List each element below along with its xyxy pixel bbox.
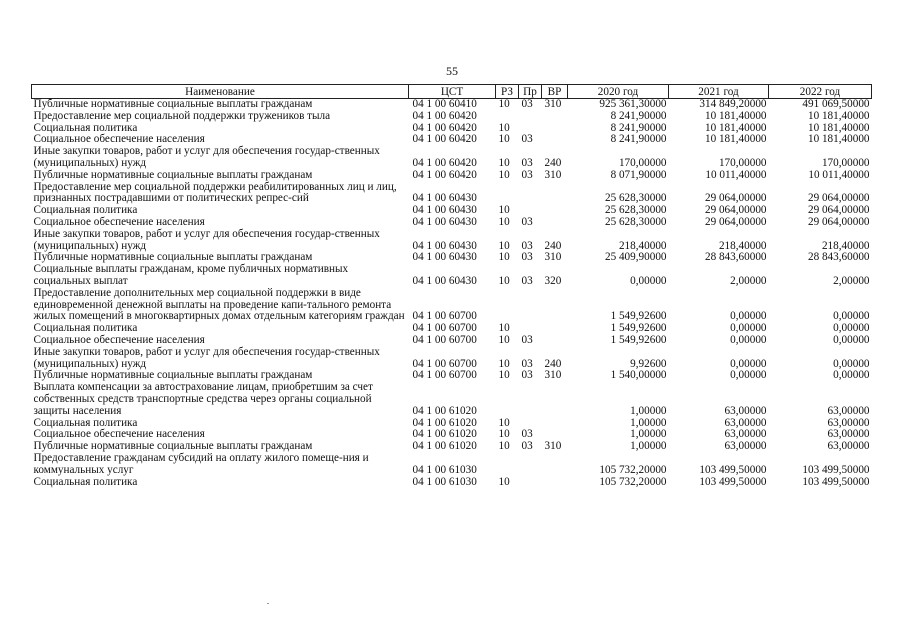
row-2022: 0,00000 — [833, 310, 870, 323]
table-row — [32, 288, 872, 323]
row-pr: 03 — [521, 239, 533, 252]
row-cst: 04 1 00 60430 — [412, 239, 477, 252]
row-cst: 04 1 00 60430 — [412, 192, 477, 205]
row-2021: 29 064,00000 — [704, 204, 767, 217]
row-2022: 29 064,00000 — [807, 192, 870, 205]
row-vr — [542, 323, 568, 335]
row-vr — [542, 288, 568, 323]
row-2022: 10 181,40000 — [807, 133, 870, 146]
row-2021: 218,40000 — [718, 239, 767, 252]
row-pr — [519, 477, 542, 489]
row-2021: 10 181,40000 — [704, 109, 767, 122]
row-2020: 8 241,90000 — [610, 121, 667, 134]
row-name: Публичные нормативные социальные выплаты гражданам — [33, 440, 313, 453]
row-cst: 04 1 00 60430 — [412, 215, 477, 228]
header-cst: ЦСТ — [409, 85, 496, 99]
table-row — [32, 347, 872, 371]
table-row — [32, 229, 872, 253]
row-2021: 0,00000 — [730, 310, 767, 323]
row-rz: 10 — [498, 357, 510, 370]
row-rz: 10 — [498, 416, 510, 429]
row-vr: 240 — [544, 156, 562, 169]
row-name: Предоставление дополнительных мер социальной поддержки в виде единовременной денежной выплаты на проведение капи-тального ремонта жилых помещений в многоквартирных домах отдельным категориям граждан — [33, 286, 405, 323]
row-2021: 63,00000 — [724, 440, 767, 453]
header-2021: 2021 год — [669, 85, 769, 99]
header-rz: РЗ — [496, 85, 519, 99]
row-pr: 03 — [521, 357, 533, 370]
row-vr: 310 — [544, 369, 562, 382]
row-2020: 8 241,90000 — [610, 109, 667, 122]
row-pr — [519, 382, 542, 417]
row-pr: 03 — [521, 428, 533, 441]
row-vr: 310 — [544, 251, 562, 264]
row-rz — [496, 111, 519, 123]
row-cst: 04 1 00 61020 — [412, 428, 477, 441]
header-vr: ВР — [542, 85, 568, 99]
row-2020: 1 549,92600 — [610, 333, 667, 346]
row-rz — [496, 288, 519, 323]
row-name: Социальное обеспечение населения — [33, 428, 205, 441]
row-2020: 0,00000 — [630, 274, 667, 287]
scan-speck — [267, 603, 269, 604]
row-cst: 04 1 00 60700 — [412, 333, 477, 346]
row-pr: 03 — [521, 133, 533, 146]
row-pr — [519, 288, 542, 323]
row-rz — [496, 453, 519, 477]
row-rz: 10 — [498, 428, 510, 441]
row-2022: 218,40000 — [821, 239, 870, 252]
row-name: Публичные нормативные социальные выплаты гражданам — [33, 251, 313, 264]
row-name: Публичные нормативные социальные выплаты гражданам — [33, 98, 313, 110]
row-pr: 03 — [521, 274, 533, 287]
row-2020: 1,00000 — [630, 440, 667, 453]
row-cst: 04 1 00 60700 — [412, 357, 477, 370]
row-2022: 63,00000 — [827, 428, 870, 441]
row-rz: 10 — [498, 239, 510, 252]
row-cst: 04 1 00 60420 — [412, 156, 477, 169]
row-2020: 170,00000 — [618, 156, 667, 169]
row-2022: 29 064,00000 — [807, 215, 870, 228]
row-2022: 0,00000 — [833, 357, 870, 370]
row-pr: 03 — [521, 440, 533, 453]
table-row — [32, 146, 872, 170]
row-pr: 03 — [521, 168, 533, 181]
row-vr — [542, 123, 568, 135]
row-2020: 1 540,00000 — [610, 369, 667, 382]
row-cst: 04 1 00 60430 — [412, 204, 477, 217]
row-2021: 29 064,00000 — [704, 215, 767, 228]
row-rz — [496, 182, 519, 206]
row-2021: 63,00000 — [724, 404, 767, 417]
row-2021: 10 011,40000 — [705, 168, 767, 181]
row-cst: 04 1 00 61020 — [412, 416, 477, 429]
row-name: Социальная политика — [33, 121, 138, 134]
row-name: Предоставление мер социальной поддержки тружеников тыла — [33, 109, 331, 122]
row-name: Социальная политика — [33, 475, 138, 488]
row-rz: 10 — [498, 204, 510, 217]
row-2020: 218,40000 — [618, 239, 667, 252]
table-header — [32, 85, 872, 99]
row-rz: 10 — [498, 369, 510, 382]
row-pr: 03 — [521, 369, 533, 382]
row-rz: 10 — [498, 133, 510, 146]
row-rz — [496, 382, 519, 417]
row-rz: 10 — [498, 440, 510, 453]
row-name: Выплата компенсации за автострахование лицам, приобретшим за счет собственных средств транспортные средства через органы социальной защиты населения — [33, 381, 373, 417]
row-rz: 10 — [498, 251, 510, 264]
row-rz: 10 — [498, 215, 510, 228]
row-cst: 04 1 00 60410 — [412, 98, 477, 110]
row-2022: 28 843,60000 — [807, 251, 870, 264]
header-2022: 2022 год — [769, 85, 872, 99]
row-rz: 10 — [498, 168, 510, 181]
row-pr: 03 — [521, 251, 533, 264]
row-name: Иные закупки товаров, работ и услуг для обеспечения государ-ственных (муниципальных) нужд — [33, 227, 380, 252]
row-pr — [519, 182, 542, 206]
row-2022: 0,00000 — [833, 322, 870, 335]
row-vr — [542, 205, 568, 217]
row-vr — [542, 182, 568, 206]
row-2021: 103 499,50000 — [699, 463, 767, 476]
row-2021: 29 064,00000 — [704, 192, 767, 205]
row-pr — [519, 453, 542, 477]
row-vr — [542, 134, 568, 146]
row-2021: 170,00000 — [718, 156, 767, 169]
row-2020: 1 549,92600 — [610, 310, 667, 323]
row-name: Социальная политика — [33, 204, 138, 217]
row-cst: 04 1 00 60420 — [412, 109, 477, 122]
row-name: Иные закупки товаров, работ и услуг для обеспечения государ-ственных (муниципальных) нужд — [33, 345, 380, 370]
row-rz: 10 — [498, 98, 510, 110]
row-name: Социальная политика — [33, 416, 138, 429]
row-vr — [542, 418, 568, 430]
table-row — [32, 99, 872, 111]
row-2020: 105 732,20000 — [599, 463, 667, 476]
row-name: Предоставление мер социальной поддержки реабилитированных лиц и лиц, признанных пострадавшими от политических репрес-сий — [33, 180, 397, 205]
table-row — [32, 335, 872, 347]
row-vr: 320 — [544, 274, 562, 287]
row-pr — [519, 111, 542, 123]
row-2022: 29 064,00000 — [807, 204, 870, 217]
row-2022: 103 499,50000 — [802, 463, 870, 476]
table-row — [32, 182, 872, 206]
header-pr: Пр — [519, 85, 542, 99]
row-cst: 04 1 00 61020 — [412, 404, 477, 417]
row-vr — [542, 477, 568, 489]
row-cst: 04 1 00 60420 — [412, 168, 477, 181]
table-row — [32, 111, 872, 123]
row-cst: 04 1 00 60430 — [412, 274, 477, 287]
table-row — [32, 264, 872, 288]
row-2020: 1,00000 — [630, 416, 667, 429]
row-name: Социальные выплаты гражданам, кроме публичных нормативных социальных выплат — [33, 263, 349, 287]
row-rz: 10 — [498, 475, 510, 488]
row-name: Социальное обеспечение населения — [33, 215, 205, 228]
row-2021: 314 849,20000 — [699, 98, 767, 110]
row-2022: 491 069,50000 — [802, 98, 870, 110]
row-2022: 63,00000 — [827, 416, 870, 429]
row-2021: 63,00000 — [724, 428, 767, 441]
row-2022: 10 011,40000 — [808, 168, 870, 181]
row-2021: 63,00000 — [724, 416, 767, 429]
table-row — [32, 453, 872, 477]
row-name: Предоставление гражданам субсидий на оплату жилого помеще-ния и коммунальных услуг — [33, 451, 369, 476]
row-2020: 25 628,30000 — [604, 204, 667, 217]
row-2020: 1 549,92600 — [610, 322, 667, 335]
row-vr: 310 — [544, 98, 562, 110]
row-name: Социальное обеспечение населения — [33, 333, 205, 346]
row-rz: 10 — [498, 322, 510, 335]
row-2020: 9,92600 — [630, 357, 667, 370]
row-vr: 310 — [544, 168, 562, 181]
row-rz: 10 — [498, 333, 510, 346]
row-2020: 105 732,20000 — [599, 475, 667, 488]
row-2020: 25 628,30000 — [604, 215, 667, 228]
row-2022: 0,00000 — [833, 333, 870, 346]
row-2021: 10 181,40000 — [704, 133, 767, 146]
row-2020: 8 071,90000 — [610, 168, 667, 181]
table-body — [32, 99, 872, 489]
row-2022: 103 499,50000 — [802, 475, 870, 488]
row-2021: 0,00000 — [730, 357, 767, 370]
row-2022: 10 181,40000 — [807, 121, 870, 134]
row-name: Публичные нормативные социальные выплаты гражданам — [33, 168, 313, 181]
row-cst: 04 1 00 60700 — [412, 310, 477, 323]
row-vr — [542, 453, 568, 477]
page-number: 55 — [446, 64, 458, 78]
row-cst: 04 1 00 61030 — [412, 463, 477, 476]
row-2020: 8 241,90000 — [610, 133, 667, 146]
budget-table — [31, 84, 872, 488]
row-cst: 04 1 00 61020 — [412, 440, 477, 453]
row-cst: 04 1 00 60420 — [412, 121, 477, 134]
row-2022: 63,00000 — [827, 404, 870, 417]
row-2021: 0,00000 — [730, 369, 767, 382]
table-row — [32, 170, 872, 182]
row-cst: 04 1 00 60700 — [412, 369, 477, 382]
row-name: Публичные нормативные социальные выплаты гражданам — [33, 369, 313, 382]
row-2020: 1,00000 — [630, 404, 667, 417]
row-name: Социальная политика — [33, 322, 138, 335]
row-2021: 0,00000 — [730, 333, 767, 346]
row-2022: 10 181,40000 — [807, 109, 870, 122]
row-2022: 0,00000 — [833, 369, 870, 382]
row-pr: 03 — [521, 98, 533, 110]
row-2021: 28 843,60000 — [704, 251, 767, 264]
row-vr — [542, 217, 568, 229]
row-cst: 04 1 00 60430 — [412, 251, 477, 264]
row-2020: 25 628,30000 — [604, 192, 667, 205]
row-2022: 170,00000 — [821, 156, 870, 169]
row-name: Социальное обеспечение населения — [33, 133, 205, 146]
row-rz: 10 — [498, 121, 510, 134]
row-vr: 240 — [544, 239, 562, 252]
row-rz: 10 — [498, 274, 510, 287]
header-name: Наименование — [32, 85, 409, 99]
row-pr: 03 — [521, 215, 533, 228]
header-2020: 2020 год — [568, 85, 669, 99]
row-vr — [542, 382, 568, 417]
row-2021: 103 499,50000 — [699, 475, 767, 488]
row-pr: 03 — [521, 333, 533, 346]
row-2021: 10 181,40000 — [704, 121, 767, 134]
row-vr — [542, 335, 568, 347]
row-cst: 04 1 00 60700 — [412, 322, 477, 335]
row-2021: 2,00000 — [730, 274, 767, 287]
row-2022: 63,00000 — [827, 440, 870, 453]
row-vr — [542, 111, 568, 123]
row-vr: 310 — [544, 440, 562, 453]
row-name: Иные закупки товаров, работ и услуг для обеспечения государ-ственных (муниципальных) нужд — [33, 145, 380, 169]
table-row — [32, 217, 872, 229]
table-row — [32, 477, 872, 489]
table-row — [32, 382, 872, 417]
row-2020: 925 361,30000 — [599, 98, 667, 110]
row-2020: 1,00000 — [630, 428, 667, 441]
row-pr: 03 — [521, 156, 533, 169]
row-cst: 04 1 00 61030 — [412, 475, 477, 488]
row-cst: 04 1 00 60420 — [412, 133, 477, 146]
row-2022: 2,00000 — [833, 274, 870, 287]
row-rz: 10 — [498, 156, 510, 169]
row-2021: 0,00000 — [730, 322, 767, 335]
row-vr: 240 — [544, 357, 562, 370]
row-2020: 25 409,90000 — [604, 251, 667, 264]
